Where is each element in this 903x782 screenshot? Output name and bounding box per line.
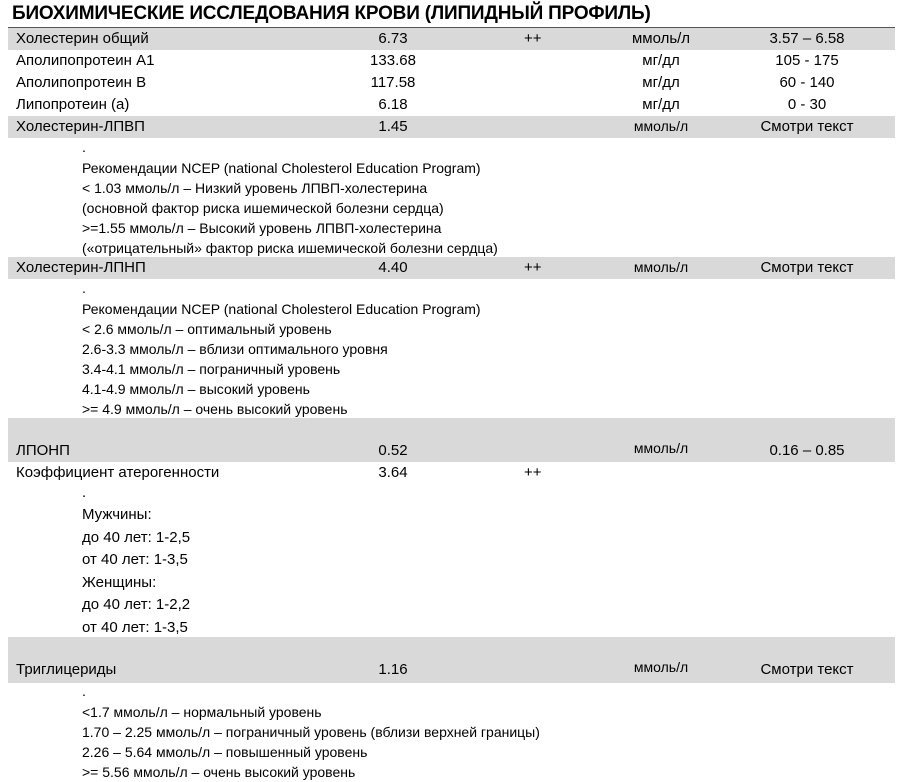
note-line: от 40 лет: 1-3,5 [82,618,188,636]
table-row [8,50,895,72]
note-line: < 1.03 ммоль/л – Низкий уровень ЛПВП-холестерина [82,180,428,196]
note-line: <1.7 ммоль/л – нормальный уровень [82,704,322,720]
test-value: 1.45 [378,118,408,135]
note-line: Женщины: [82,573,157,591]
note-line: 1.70 – 2.25 ммоль/л – пограничный уровень (вблизи верхней границы) [82,724,540,740]
test-value: 6.73 [378,30,408,47]
test-reference: 60 - 140 [779,74,835,91]
tg-reference-note [82,684,540,782]
atherogenic-reference-note [82,486,190,639]
test-reference: Смотри текст [760,259,854,276]
test-unit: ммоль/л [633,440,689,456]
test-flag: ++ [524,259,542,276]
test-value: 4.40 [378,259,408,276]
report-title: БИОХИМИЧЕСКИЕ ИССЛЕДОВАНИЯ КРОВИ (ЛИПИДНЫЙ ПРОФИЛЬ) [12,3,651,24]
note-line: до 40 лет: 1-2,2 [82,596,191,613]
note-line: (основной фактор риска ишемической болезни сердца) [82,200,444,216]
test-name: Аполипопротеин В [16,74,147,91]
test-name: Липопротеин (а) [16,96,130,113]
note-line: < 2.6 ммоль/л – оптимальный уровень [82,321,332,337]
note-line: Рекомендации NCEP (national Cholesterol Education Program) [82,301,481,317]
test-flag: ++ [524,464,542,481]
test-reference: Смотри текст [760,661,854,678]
test-reference: 0.16 – 0.85 [769,442,845,459]
test-value: 6.18 [378,96,408,113]
table-row [8,462,895,484]
ldl-reference-note [82,281,481,419]
test-reference: 105 - 175 [775,52,839,69]
test-value: 117.58 [370,74,416,91]
table-row [8,28,895,50]
table-row [8,257,895,279]
test-unit: ммоль/л [633,259,689,275]
test-unit: мг/дл [642,52,680,69]
test-name: Триглицериды [16,661,117,678]
test-name: Холестерин-ЛПВП [16,118,145,135]
note-line: от 40 лет: 1-3,5 [82,551,188,568]
note-line: . [82,484,87,501]
table-row [8,659,895,681]
note-line: >= 5.56 ммоль/л – очень высокий уровень [82,764,356,780]
note-line: . [82,280,86,296]
note-line: . [82,139,86,155]
test-reference: 3.57 – 6.58 [769,30,845,47]
test-value: 1.16 [378,661,408,678]
test-value: 133.68 [370,52,416,69]
test-flag: ++ [524,30,542,47]
test-name: Холестерин общий [16,30,149,47]
table-row [8,94,895,116]
table-row [8,72,895,94]
test-reference: 0 - 30 [787,96,827,113]
note-line: Мужчины: [82,506,152,523]
note-line: >= 4.9 ммоль/л – очень высокий уровень [82,401,348,417]
table-row [8,116,895,138]
test-name: Холестерин-ЛПНП [16,259,146,276]
note-line: 4.1-4.9 ммоль/л – высокий уровень [82,381,310,397]
note-line: («отрицательный» фактор риска ишемической болезни сердца) [82,240,498,256]
test-name: Коэффициент атерогенности [16,464,220,481]
test-name: ЛПОНП [16,442,70,459]
note-line: 2.26 – 5.64 ммоль/л – повышенный уровень [82,744,368,760]
note-line: Рекомендации NCEP (national Cholesterol Education Program) [82,160,481,176]
test-unit: ммоль/л [631,30,691,47]
note-line: . [82,683,86,699]
note-line: 2.6-3.3 ммоль/л – вблизи оптимального уровня [82,341,388,357]
note-line: 3.4-4.1 ммоль/л – пограничный уровень [82,361,341,377]
note-line: до 40 лет: 1-2,5 [82,528,191,546]
table-row [8,440,895,462]
test-name: Аполипопротеин А1 [16,52,155,69]
test-value: 3.64 [378,464,408,481]
test-unit: ммоль/л [633,659,689,675]
test-value: 0.52 [378,442,408,459]
test-unit: мг/дл [642,74,680,91]
hdl-reference-note [82,140,498,258]
test-unit: ммоль/л [633,118,689,134]
test-unit: мг/дл [642,96,680,113]
note-line: >=1.55 ммоль/л – Высокий уровень ЛПВП-холестерина [82,220,442,236]
test-reference: Смотри текст [760,118,854,135]
